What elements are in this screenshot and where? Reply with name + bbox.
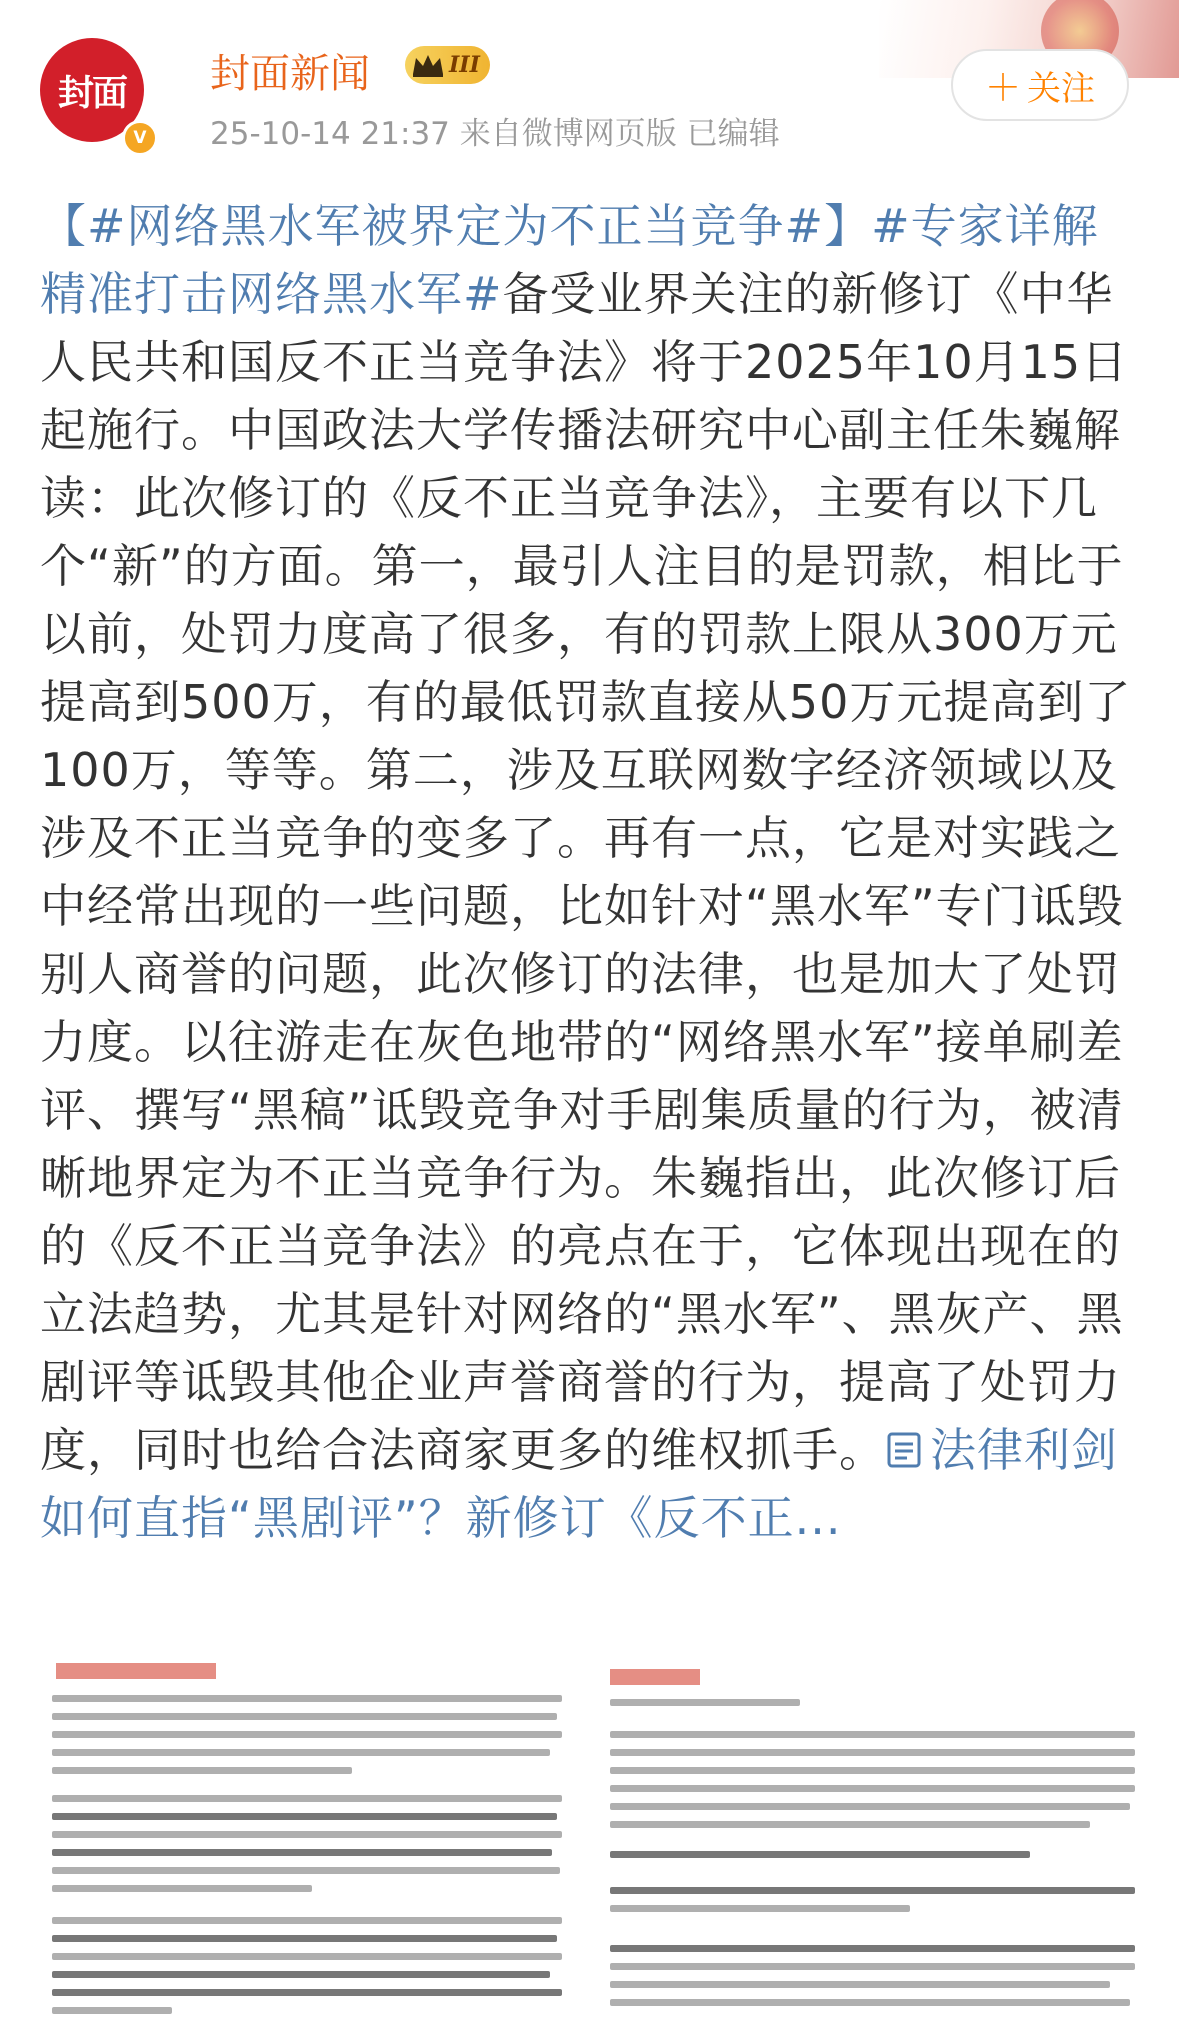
- doc-line: [610, 1963, 1135, 1970]
- crown-icon: [411, 52, 445, 78]
- verified-badge-icon: V: [122, 120, 158, 156]
- vip-badge[interactable]: [405, 46, 490, 84]
- doc-line: [610, 1851, 1030, 1858]
- doc-line: [52, 1749, 550, 1756]
- post-body: [40, 192, 1140, 1552]
- doc-line: [610, 1785, 1135, 1792]
- doc-line: [610, 1731, 1135, 1738]
- doc-line: [610, 1699, 800, 1706]
- doc-heading-tag: [56, 1663, 216, 1679]
- vip-level: III: [449, 52, 480, 78]
- account-name[interactable]: 封面新闻: [210, 51, 370, 97]
- doc-line: [52, 1767, 352, 1774]
- plus-icon: ＋: [984, 67, 1021, 109]
- doc-line: [52, 1917, 562, 1924]
- doc-line: [52, 1713, 557, 1720]
- doc-heading-tag: [610, 1669, 700, 1685]
- doc-line: [52, 1989, 562, 1996]
- post-body-text: 备受业界关注的新修订《中华人民共和国反不正当竞争法》将于2025年10月15日起施行。中国政法大学传播法研究中心副主任朱巍解读：此次修订的《反不正当竞争法》，主要有以下几个“新”的方面。第一，最引人注目的是罚款，相比于以前，处罚力度高了很多，有的罚款上限从300万元提高到500万，有的最低罚款直接从50万元提高到了100万，等等。第二，涉及互联网数字经济领域以及涉及不正当竞争的变多了。再有一点，它是对实践之中经常出现的一些问题，比如针对“黑水军”专门诋毁别人商誉的问题，此次修订的法律，也是加大了处罚力度。以往游走在灰色地带的“网络黑水军”接单刷差评、撰写“黑稿”诋毁竞争对手剧集质量的行为，被清晰地界定为不正当竞争行为。朱巍指出，此次修订后的《反不正当竞争法》的亮点在于，它体现出现在的立法趋势，尤其是针对网络的“黑水军”、黑灰产、黑剧评等诋毁其他企业声誉商誉的行为，提高了处罚力度，同时也给合法商家更多的维权抓手。: [40, 267, 1132, 1477]
- doc-line: [610, 1981, 1110, 1988]
- doc-line: [52, 1831, 562, 1838]
- image-thumbnail-right[interactable]: [602, 1655, 1140, 2020]
- follow-label: 关注: [1027, 68, 1095, 109]
- doc-line: [610, 1999, 1130, 2006]
- doc-line: [610, 1821, 1090, 1828]
- post-meta: 25-10-14 21:37 来自微博网页版 已编辑: [210, 116, 780, 152]
- doc-line: [52, 1953, 562, 1960]
- doc-line: [52, 1813, 557, 1820]
- doc-line: [52, 1935, 557, 1942]
- doc-line: [610, 1749, 1135, 1756]
- topic-link-2[interactable]: #专家详解精准打击网络黑水军#: [40, 199, 1099, 321]
- doc-line: [52, 1795, 562, 1802]
- doc-line: [610, 1887, 1135, 1894]
- image-thumbnail-left[interactable]: [40, 1655, 578, 2020]
- doc-line: [52, 2007, 172, 2014]
- post-header: [0, 0, 1179, 170]
- doc-line: [610, 1945, 1135, 1952]
- doc-line: [610, 1767, 1135, 1774]
- doc-line: [52, 1849, 552, 1856]
- doc-line: [610, 1905, 910, 1912]
- follow-button[interactable]: [951, 49, 1129, 121]
- topic-link[interactable]: 【#网络黑水军被界定为不正当竞争#】: [40, 199, 872, 253]
- image-row: [40, 1655, 1140, 2020]
- doc-line: [52, 1971, 550, 1978]
- doc-line: [52, 1731, 562, 1738]
- article-link-icon: [886, 1430, 924, 1470]
- avatar-logo-text: 封面: [57, 71, 126, 114]
- doc-line: [52, 1885, 312, 1892]
- article-link-text: 法律利剑如何直指“黑剧评”？新修订《反不正...: [40, 1423, 1118, 1545]
- doc-line: [610, 1803, 1130, 1810]
- doc-line: [52, 1867, 560, 1874]
- doc-line: [52, 1695, 562, 1702]
